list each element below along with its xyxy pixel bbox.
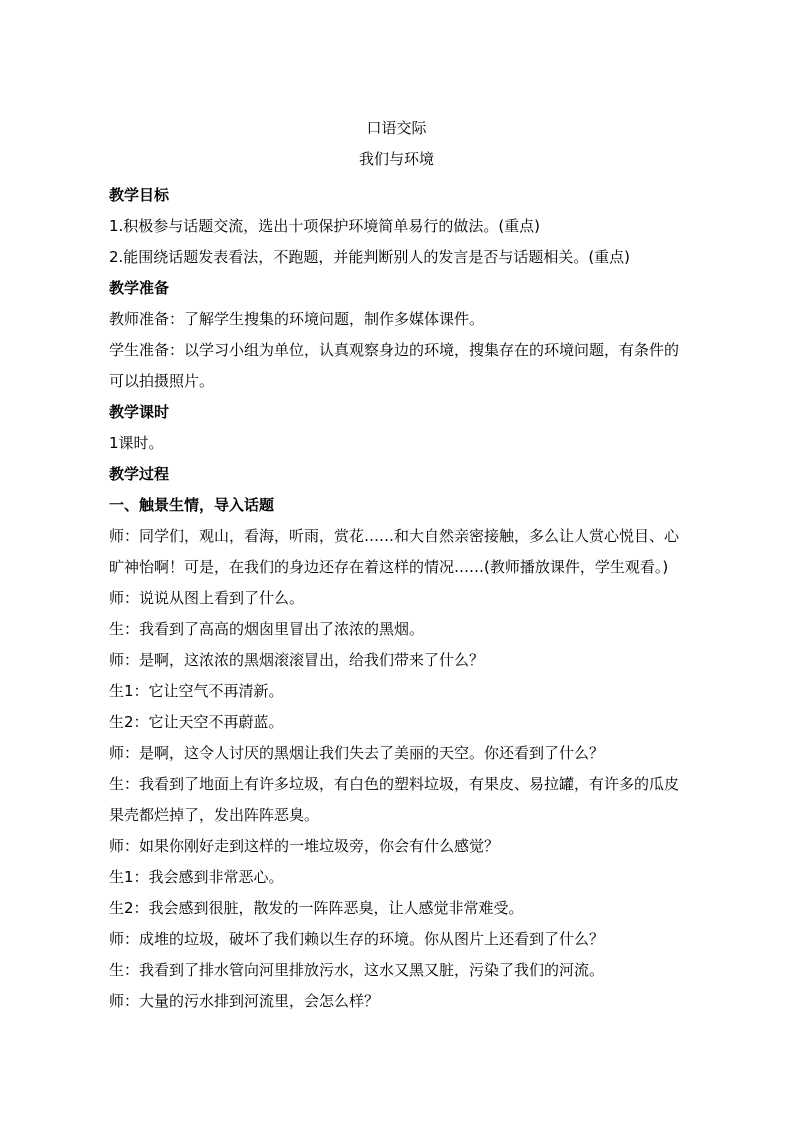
paragraph: 教师准备：了解学生搜集的环境问题，制作多媒体课件。 [109,310,485,328]
paragraph: 生：我看到了地面上有许多垃圾，有白色的塑料垃圾，有果皮、易拉罐，有许多的瓜皮 [109,775,680,793]
document-title: 口语交际 [366,119,427,137]
section-heading: 教学目标 [109,186,170,204]
paragraph: 2.能围绕话题发表看法，不跑题，并能判断别人的发言是否与话题相关。(重点) [109,248,631,266]
paragraph: 师：说说从图上看到了什么。 [109,589,305,607]
section-heading: 教学过程 [109,465,170,483]
title-block [0,118,793,180]
section-heading: 教学课时 [109,403,170,421]
section-heading: 教学准备 [109,279,170,297]
paragraph: 生2：它让天空不再蔚蓝。 [109,713,284,731]
paragraph: 学生准备：以学习小组为单位，认真观察身边的环境，搜集存在的环境问题，有条件的 [109,341,680,359]
document-subtitle: 我们与环境 [358,150,434,168]
paragraph-continuation: 果壳都烂掉了，发出阵阵恶臭。 [109,806,320,824]
paragraph: 1课时。 [109,434,164,452]
paragraph: 师：同学们，观山，看海，听雨，赏花……和大自然亲密接触，多么让人赏心悦目、心 [109,527,680,545]
paragraph: 生1：它让空气不再清新。 [109,682,284,700]
paragraph: 生：我看到了高高的烟囱里冒出了浓浓的黑烟。 [109,620,425,638]
paragraph: 生：我看到了排水管向河里排放污水，这水又黑又脏，污染了我们的河流。 [109,961,605,979]
paragraph: 师：如果你刚好走到这样的一堆垃圾旁，你会有什么感觉？ [109,837,500,855]
paragraph: 师：是啊，这浓浓的黑烟滚滚冒出，给我们带来了什么？ [109,651,485,669]
paragraph-continuation: 旷神怡啊！可是，在我们的身边还存在着这样的情况……(教师播放课件，学生观看。) [109,558,669,576]
section-heading: 一、触景生情，导入话题 [109,496,275,514]
paragraph: 生2：我会感到很脏，散发的一阵阵恶臭，让人感觉非常难受。 [109,899,524,917]
paragraph-continuation: 可以拍摄照片。 [109,372,215,390]
document-body [109,180,721,1017]
paragraph: 师：大量的污水排到河流里，会怎么样？ [109,992,380,1010]
paragraph: 师：成堆的垃圾，破坏了我们赖以生存的环境。你从图片上还看到了什么？ [109,930,605,948]
paragraph: 生1：我会感到非常恶心。 [109,868,284,886]
paragraph: 师：是啊，这令人讨厌的黑烟让我们失去了美丽的天空。你还看到了什么？ [109,744,605,762]
paragraph: 1.积极参与话题交流，选出十项保护环境简单易行的做法。(重点) [109,217,541,235]
